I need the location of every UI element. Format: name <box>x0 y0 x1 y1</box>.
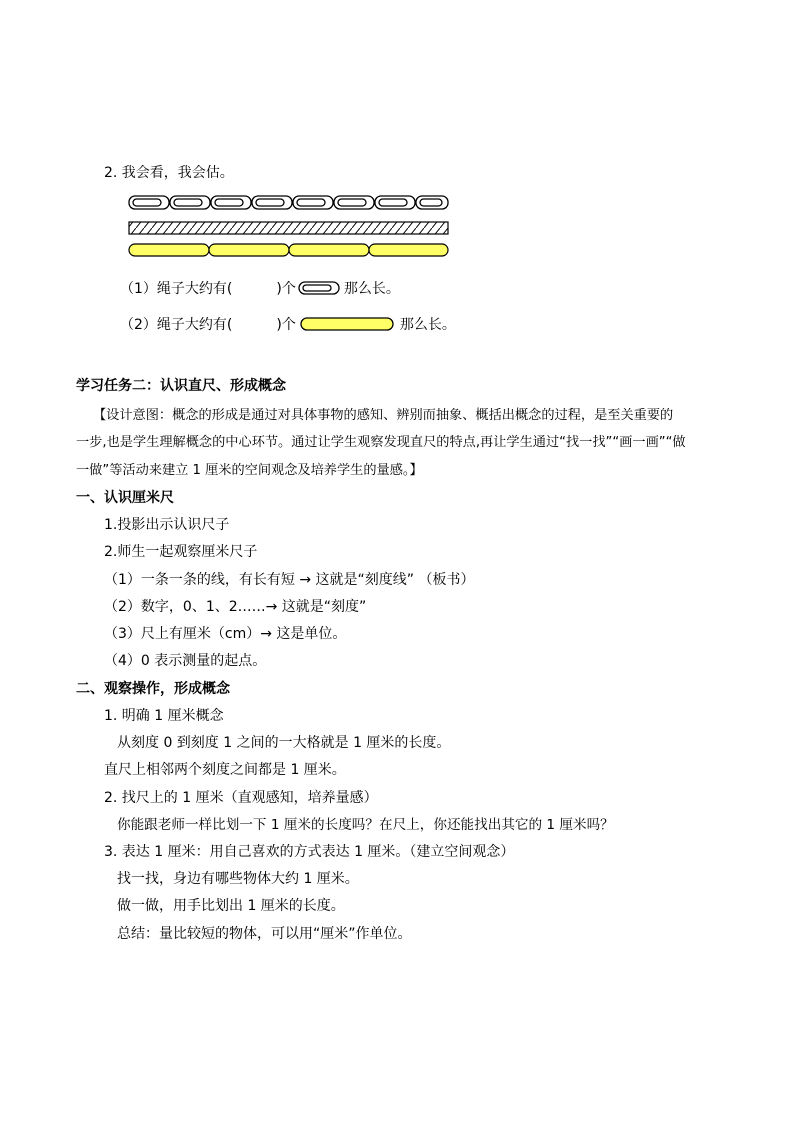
paperclip-icon <box>298 281 342 295</box>
q2-suffix: 那么长。 <box>399 317 456 333</box>
q1-suffix: 那么长。 <box>343 281 400 297</box>
paperclip-icon <box>375 196 415 209</box>
design-intent-line-1: 【设计意图：概念的形成是通过对具体事物的感知、辨别而抽象、概括出概念的过程，是至关重要的 <box>93 408 674 423</box>
crayon-icon <box>300 317 396 331</box>
part-2-line: 你能跟老师一样比划一下 1 厘米的长度吗？在尺上，你还能找出其它的 1 厘米吗？ <box>117 817 614 833</box>
paperclip-row <box>129 196 448 209</box>
estimation-illustration <box>120 188 460 264</box>
part-1-item: 2.师生一起观察厘米尺子 <box>104 544 258 560</box>
part-1-item: （2）数字，0、1、2……→ 这就是“刻度” <box>104 599 367 615</box>
part-1-item: 1.投影出示认识尺子 <box>104 517 230 533</box>
crayon-icon <box>129 244 209 256</box>
design-intent-line-2: 一步,也是学生理解概念的中心环节。通过让学生观察发现直尺的特点,再让学生通过“找一找”“画一画”“做 <box>76 435 686 450</box>
part-1-item: （4）0 表示测量的起点。 <box>104 653 267 669</box>
task-title: 学习任务二：认识直尺、形成概念 <box>76 378 286 394</box>
crayon-icon <box>369 244 448 256</box>
design-intent-line-3: 一做”等活动来建立 1 厘米的空间观念及培养学生的量感。】 <box>76 463 423 478</box>
paperclip-icon <box>170 196 210 209</box>
paperclip-icon <box>293 196 333 209</box>
part-2-line: 1. 明确 1 厘米概念 <box>104 708 224 724</box>
q2-prefix: （2）绳子大约有( <box>120 317 233 333</box>
paperclip-icon <box>334 196 374 209</box>
part-2-line: 3. 表达 1 厘米：用自己喜欢的方式表达 1 厘米。（建立空间观念） <box>104 844 515 860</box>
crayon-row <box>129 244 448 256</box>
paperclip-icon <box>252 196 292 209</box>
q2-mid: )个 <box>276 317 296 333</box>
section-2-heading: 2. 我会看，我会估。 <box>104 165 234 181</box>
paperclip-icon <box>416 196 448 209</box>
q1-mid: )个 <box>276 281 296 297</box>
paperclip-icon <box>129 196 169 209</box>
part-2-line: 2. 找尺上的 1 厘米（直观感知，培养量感） <box>104 790 378 806</box>
part-1-item: （1）一条一条的线，有长有短 → 这就是“刻度线” （板书） <box>104 572 475 588</box>
paperclip-icon <box>211 196 251 209</box>
part-1-title: 一、认识厘米尺 <box>76 490 174 506</box>
part-2-line: 直尺上相邻两个刻度之间都是 1 厘米。 <box>104 762 346 778</box>
part-2-line: 总结：量比较短的物体，可以用“厘米”作单位。 <box>117 926 412 942</box>
question-2 <box>120 316 456 334</box>
crayon-icon <box>289 244 369 256</box>
rope-bar <box>129 222 448 234</box>
q1-prefix: （1）绳子大约有( <box>120 281 233 297</box>
crayon-icon <box>209 244 289 256</box>
part-1-item: （3）尺上有厘米（cm）→ 这是单位。 <box>104 626 347 642</box>
part-2-line: 从刻度 0 到刻度 1 之间的一大格就是 1 厘米的长度。 <box>117 735 451 751</box>
part-2-title: 二、观察操作，形成概念 <box>76 681 230 697</box>
part-2-line: 做一做，用手比划出 1 厘米的长度。 <box>117 898 345 914</box>
question-1 <box>120 280 400 298</box>
part-2-line: 找一找，身边有哪些物体大约 1 厘米。 <box>117 871 359 887</box>
